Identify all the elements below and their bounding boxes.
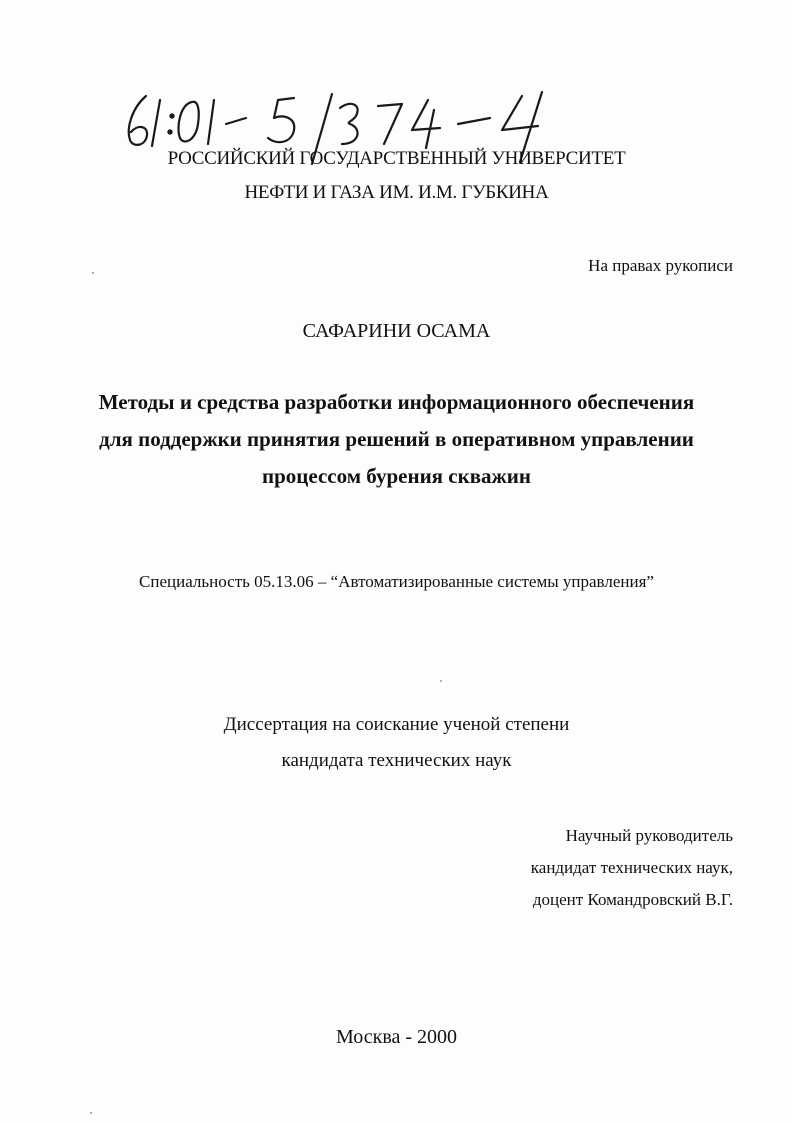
title-line-1: Методы и средства разработки информационного обеспечения bbox=[98, 390, 695, 414]
university-line-2: НЕФТИ И ГАЗА ИМ. И.М. ГУБКИНА bbox=[244, 182, 549, 203]
scan-speck bbox=[440, 680, 442, 682]
advisor-line-2: кандидат технических наук, bbox=[530, 858, 733, 877]
title-line-2: для поддержки принятия решений в оперативном управлении bbox=[99, 427, 694, 451]
scan-speck bbox=[92, 272, 94, 274]
scan-speck bbox=[90, 1112, 92, 1114]
manuscript-note: На правах рукописи bbox=[588, 256, 733, 275]
degree-line-2: кандидата технических наук bbox=[281, 750, 512, 771]
city-year: Москва - 2000 bbox=[335, 1026, 458, 1048]
university-line-1: РОССИЙСКИЙ ГОСУДАРСТВЕННЫЙ УНИВЕРСИТЕТ bbox=[167, 148, 626, 169]
degree-line-1: Диссертация на соискание ученой степени bbox=[223, 714, 570, 735]
advisor-line-3: доцент Командровский В.Г. bbox=[532, 890, 733, 909]
specialty: Специальность 05.13.06 – “Автоматизированные системы управления” bbox=[139, 572, 654, 591]
title-line-3: процессом бурения скважин bbox=[262, 464, 531, 488]
advisor-line-1: Научный руководитель bbox=[565, 826, 733, 845]
author-name: САФАРИНИ ОСАМА bbox=[302, 320, 491, 342]
